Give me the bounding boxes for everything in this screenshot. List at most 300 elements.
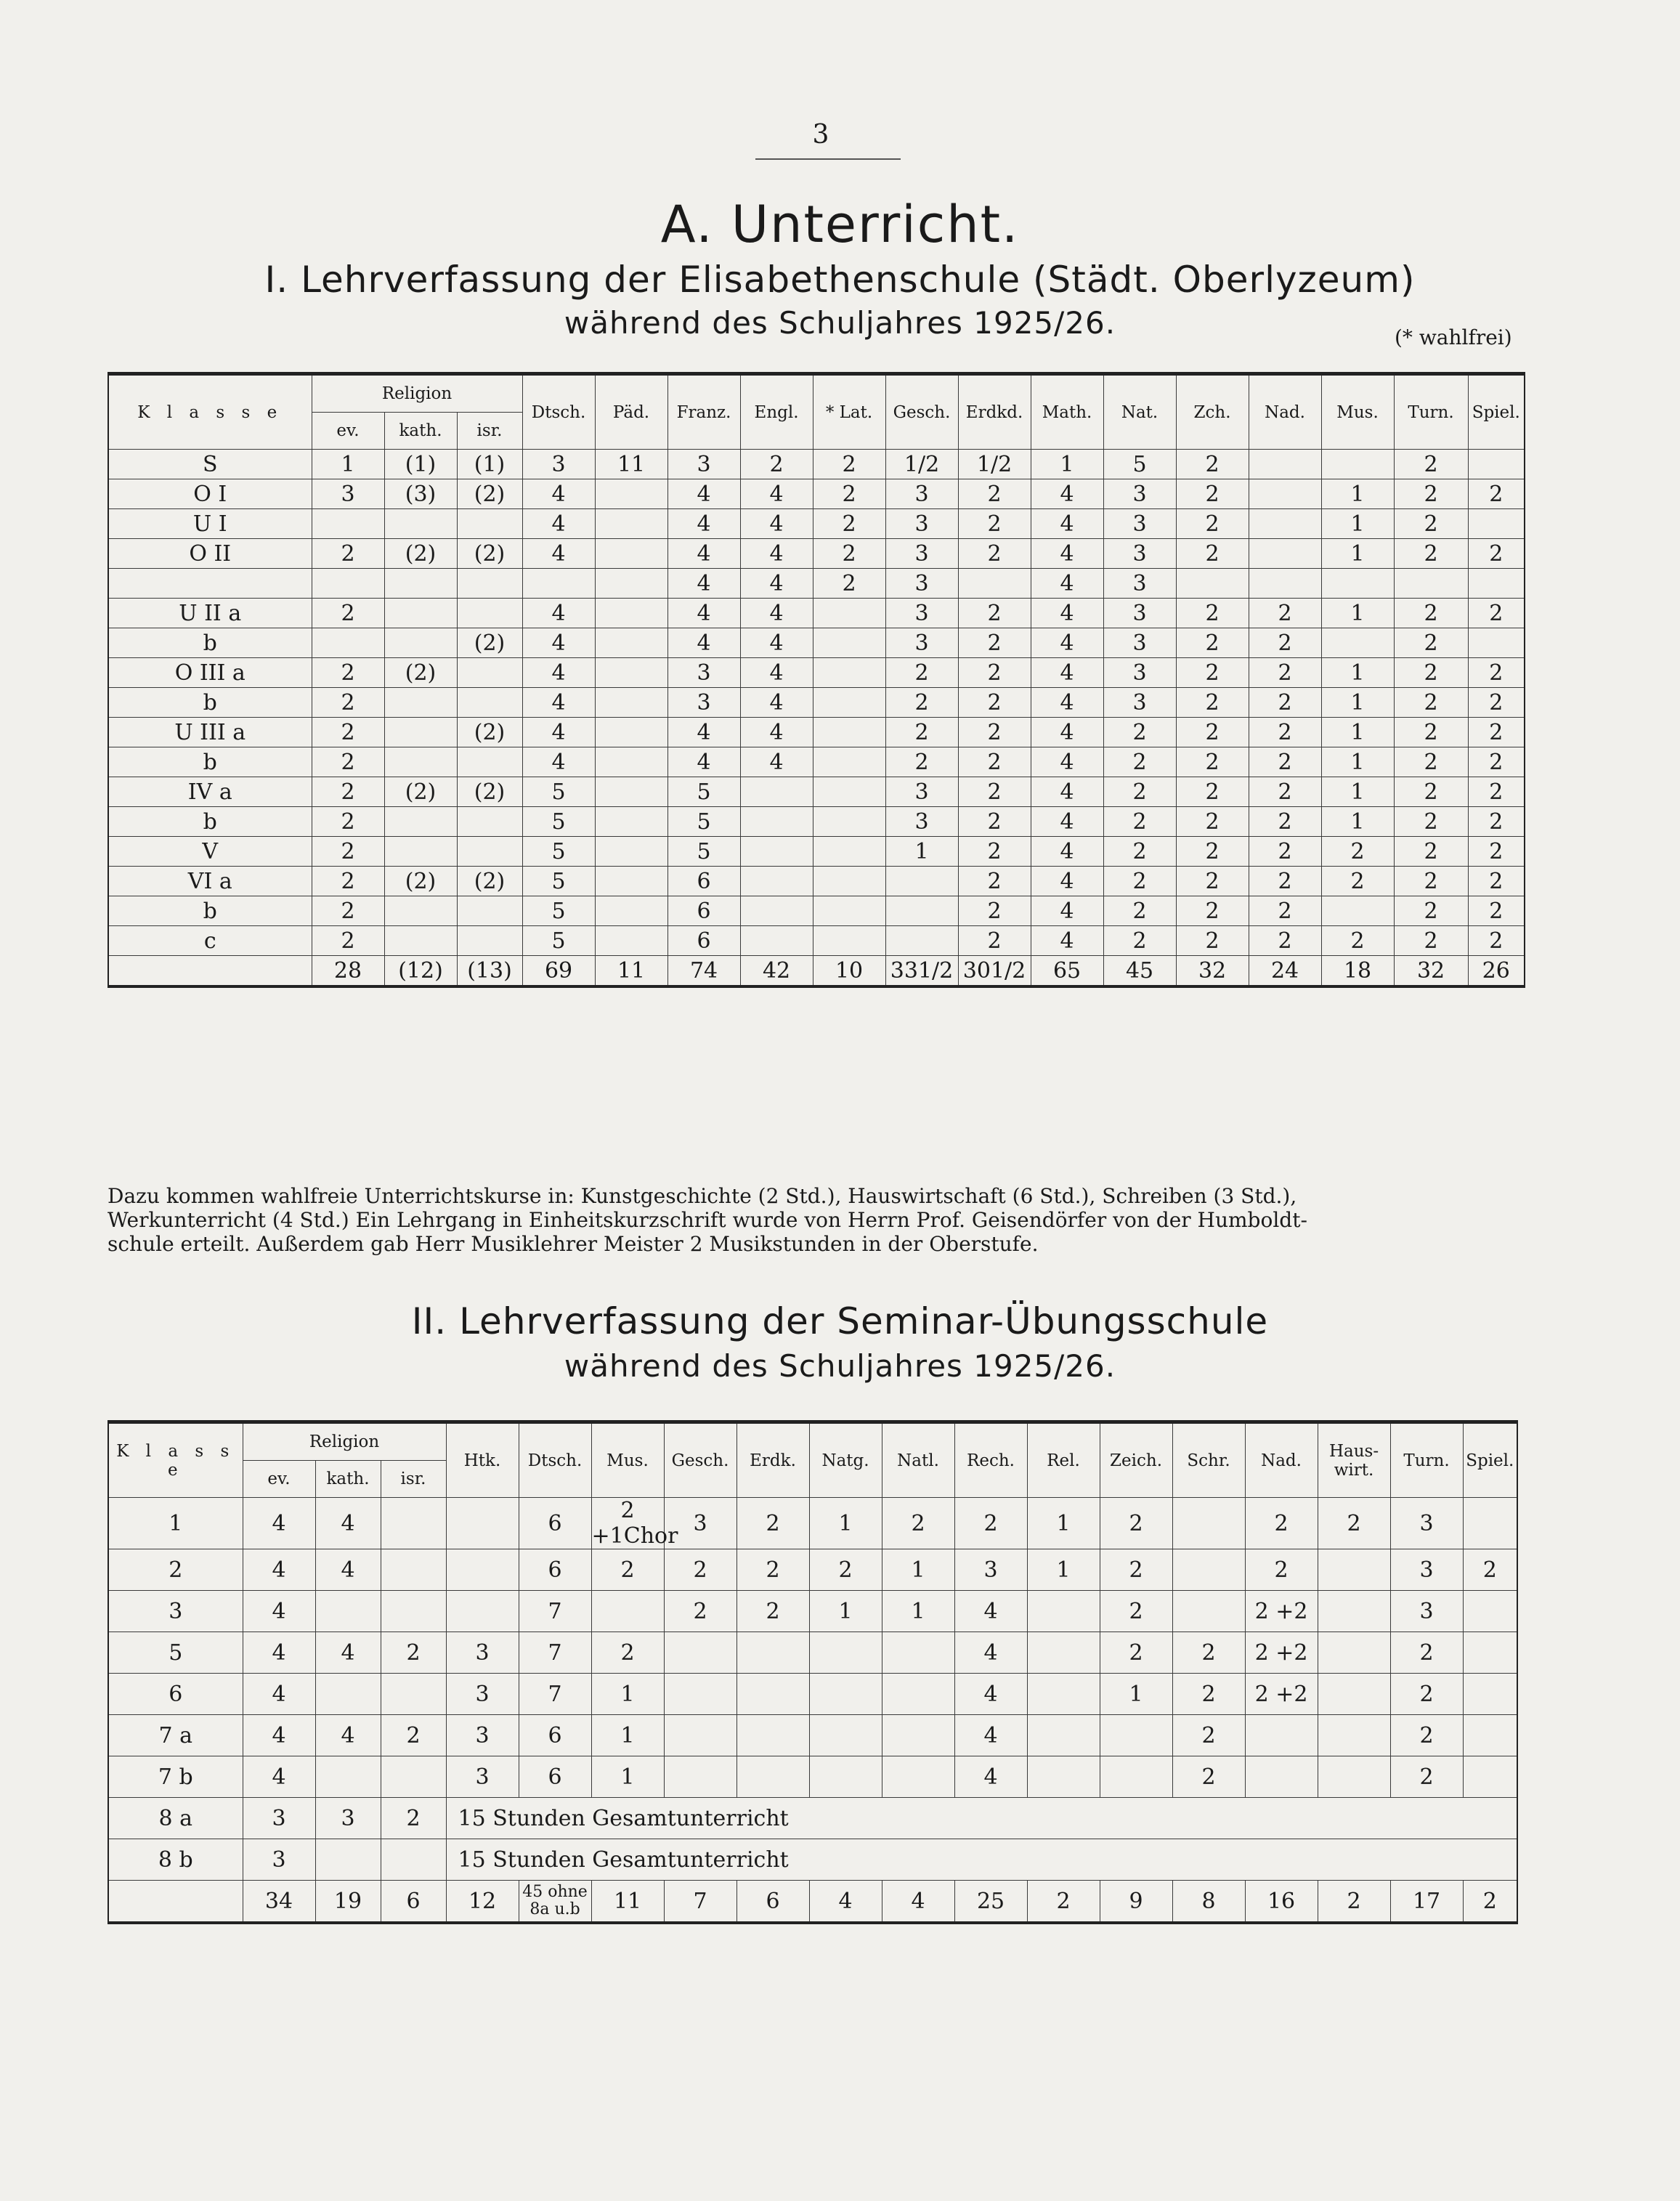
gesamtunterricht-cell: 15 Stunden Gesamtunterricht xyxy=(446,1839,1517,1881)
value-cell xyxy=(1249,509,1321,539)
kath-cell xyxy=(384,837,457,867)
value-cell xyxy=(1318,1632,1390,1674)
value-cell: 3 xyxy=(885,807,958,837)
value-cell xyxy=(595,777,667,807)
value-cell: 4 xyxy=(740,628,813,658)
value-total: 2 xyxy=(1318,1881,1390,1924)
value-cell: 4 xyxy=(954,1715,1027,1756)
value-cell: 4 xyxy=(1031,896,1103,926)
value-cell: 2 xyxy=(1249,688,1321,718)
value-cell: 2 xyxy=(813,479,885,509)
value-cell: 2 xyxy=(958,747,1031,777)
header-col: Nat. xyxy=(1103,374,1176,450)
value-cell xyxy=(813,599,885,628)
ev-cell: 3 xyxy=(243,1839,315,1881)
value-cell: 4 xyxy=(1031,509,1103,539)
value-cell xyxy=(664,1715,736,1756)
header-col: Rech. xyxy=(954,1422,1027,1498)
value-cell: 2 +2 xyxy=(1245,1632,1318,1674)
value-cell: 1 xyxy=(591,1715,664,1756)
value-total: 331/2 xyxy=(885,956,958,987)
value-cell: 2 xyxy=(1468,479,1525,509)
value-cell xyxy=(813,658,885,688)
value-cell: 2 xyxy=(958,896,1031,926)
value-cell: 4 xyxy=(667,509,740,539)
value-cell: 2 xyxy=(1318,1498,1390,1549)
value-cell xyxy=(885,896,958,926)
value-cell: 4 xyxy=(522,509,595,539)
value-cell xyxy=(1463,1674,1517,1715)
value-cell: 4 xyxy=(740,747,813,777)
value-cell xyxy=(1321,628,1394,658)
value-cell: 4 xyxy=(667,539,740,569)
value-cell xyxy=(595,479,667,509)
value-cell: 3 xyxy=(1103,479,1176,509)
value-cell: 4 xyxy=(1031,569,1103,599)
value-cell: 4 xyxy=(522,628,595,658)
value-cell: 2 xyxy=(1249,926,1321,956)
value-total: 32 xyxy=(1394,956,1468,987)
value-cell: 2 xyxy=(1176,628,1249,658)
isr-total: 6 xyxy=(381,1881,446,1924)
klasse-cell: 6 xyxy=(108,1674,243,1715)
value-cell: 2 xyxy=(1176,658,1249,688)
klasse-cell: b xyxy=(108,628,312,658)
value-cell: 4 xyxy=(1031,658,1103,688)
table-row xyxy=(108,1756,1517,1798)
value-cell xyxy=(736,1632,809,1674)
value-cell: 2 xyxy=(958,479,1031,509)
value-total: 45 xyxy=(1103,956,1176,987)
value-cell xyxy=(1249,479,1321,509)
value-cell: 4 xyxy=(1031,688,1103,718)
value-cell: 2 xyxy=(813,569,885,599)
value-cell xyxy=(595,718,667,747)
value-cell: 2 xyxy=(1394,479,1468,509)
value-cell: 3 xyxy=(885,569,958,599)
value-cell: 2 xyxy=(1394,509,1468,539)
value-cell xyxy=(809,1756,882,1798)
value-cell: 2 xyxy=(1176,450,1249,479)
ev-cell: 1 xyxy=(312,450,384,479)
klasse-cell: b xyxy=(108,807,312,837)
gesamtunterricht-cell: 15 Stunden Gesamtunterricht xyxy=(446,1798,1517,1839)
page-number-rule xyxy=(755,158,901,160)
value-cell: 1 xyxy=(1027,1549,1100,1591)
value-cell: 2 xyxy=(1103,747,1176,777)
isr-cell: 2 xyxy=(381,1632,446,1674)
value-cell xyxy=(664,1632,736,1674)
value-cell: 3 xyxy=(1103,688,1176,718)
ev-cell: 2 xyxy=(312,926,384,956)
value-cell: 4 xyxy=(522,658,595,688)
kath-cell xyxy=(384,599,457,628)
value-cell xyxy=(446,1549,519,1591)
isr-cell xyxy=(457,658,522,688)
klasse-cell: U III a xyxy=(108,718,312,747)
value-cell: 2 xyxy=(958,628,1031,658)
value-cell: 2 xyxy=(1468,688,1525,718)
value-cell: 2 xyxy=(1103,807,1176,837)
value-total: 10 xyxy=(813,956,885,987)
value-cell: 7 xyxy=(519,1674,591,1715)
value-cell: 5 xyxy=(667,807,740,837)
value-cell xyxy=(813,777,885,807)
value-cell: 2 xyxy=(958,807,1031,837)
table-row xyxy=(108,926,1525,956)
kath-cell: 3 xyxy=(315,1798,381,1839)
header-ev: ev. xyxy=(312,413,384,450)
value-cell xyxy=(1394,569,1468,599)
value-total: 18 xyxy=(1321,956,1394,987)
value-cell: 2 xyxy=(1176,479,1249,509)
value-cell: 4 xyxy=(522,718,595,747)
value-cell xyxy=(1172,1498,1245,1549)
ev-cell: 2 xyxy=(312,539,384,569)
isr-cell: (1) xyxy=(457,450,522,479)
value-cell xyxy=(740,807,813,837)
value-cell xyxy=(522,569,595,599)
value-cell: 4 xyxy=(667,747,740,777)
kath-cell xyxy=(384,896,457,926)
ev-cell: 2 xyxy=(312,777,384,807)
value-cell: 4 xyxy=(740,539,813,569)
value-cell: 4 xyxy=(1031,599,1103,628)
value-cell: 4 xyxy=(954,1674,1027,1715)
table-row xyxy=(108,450,1525,479)
header-col: Zeich. xyxy=(1100,1422,1172,1498)
value-cell: 1 xyxy=(1321,658,1394,688)
value-total: 8 xyxy=(1172,1881,1245,1924)
value-cell: 1 xyxy=(1321,599,1394,628)
value-cell: 3 xyxy=(1103,569,1176,599)
value-cell xyxy=(1027,1591,1100,1632)
value-cell: 2 xyxy=(1249,867,1321,896)
value-cell xyxy=(595,509,667,539)
value-cell xyxy=(1172,1549,1245,1591)
value-cell: 3 xyxy=(446,1674,519,1715)
value-cell: 2 xyxy=(1321,867,1394,896)
value-cell: 3 xyxy=(522,450,595,479)
value-cell: 2 xyxy=(1249,658,1321,688)
isr-cell: (2) xyxy=(457,539,522,569)
table-row xyxy=(108,479,1525,509)
value-cell: 2 xyxy=(1394,926,1468,956)
value-cell: 4 xyxy=(522,479,595,509)
value-cell xyxy=(595,747,667,777)
klasse-cell: S xyxy=(108,450,312,479)
header-religion: Religion xyxy=(312,374,522,413)
header-col: Rel. xyxy=(1027,1422,1100,1498)
table-row xyxy=(108,747,1525,777)
ev-cell: 4 xyxy=(243,1632,315,1674)
value-cell: 2 xyxy=(1176,599,1249,628)
table-row xyxy=(108,569,1525,599)
ev-cell: 3 xyxy=(243,1798,315,1839)
value-cell xyxy=(1321,450,1394,479)
header-klasse: K l a s s e xyxy=(108,1422,243,1498)
value-cell: 2 xyxy=(958,509,1031,539)
value-cell: 3 xyxy=(664,1498,736,1549)
value-cell: 2 xyxy=(1390,1632,1463,1674)
value-cell xyxy=(1463,1756,1517,1798)
value-cell: 2 xyxy=(664,1549,736,1591)
value-cell: 2 xyxy=(1249,896,1321,926)
klasse-cell: 8 b xyxy=(108,1839,243,1881)
isr-cell: (2) xyxy=(457,479,522,509)
value-cell xyxy=(813,926,885,956)
value-cell: 2 xyxy=(1468,807,1525,837)
value-cell xyxy=(446,1498,519,1549)
value-cell: 2 xyxy=(1468,896,1525,926)
heading-a: A. Unterricht. xyxy=(660,195,1020,254)
value-cell: 3 xyxy=(1103,599,1176,628)
value-cell: 4 xyxy=(522,747,595,777)
value-cell: 2 xyxy=(1394,747,1468,777)
header-col: Gesch. xyxy=(664,1422,736,1498)
value-cell: 1 xyxy=(1100,1674,1172,1715)
isr-cell xyxy=(457,569,522,599)
value-cell: 4 xyxy=(1031,926,1103,956)
header-col: Dtsch. xyxy=(522,374,595,450)
header-ev: ev. xyxy=(243,1461,315,1498)
value-cell: 2 xyxy=(813,450,885,479)
isr-cell xyxy=(457,747,522,777)
value-cell xyxy=(595,628,667,658)
value-cell xyxy=(1249,450,1321,479)
table-row xyxy=(108,777,1525,807)
value-cell: 4 xyxy=(954,1756,1027,1798)
value-cell: 2 xyxy=(882,1498,954,1549)
value-cell: 3 xyxy=(1390,1549,1463,1591)
value-total: 32 xyxy=(1176,956,1249,987)
value-cell: 2 xyxy=(809,1549,882,1591)
value-cell: 4 xyxy=(667,718,740,747)
header-col: Math. xyxy=(1031,374,1103,450)
note-line: schule erteilt. Außerdem gab Herr Musiklehrer Meister 2 Musikstunden in der Oberstufe. xyxy=(107,1232,1039,1256)
value-cell: 3 xyxy=(667,688,740,718)
value-cell xyxy=(595,599,667,628)
value-cell xyxy=(809,1674,882,1715)
value-cell xyxy=(1249,539,1321,569)
value-cell xyxy=(595,926,667,956)
value-cell: 2 xyxy=(1249,599,1321,628)
value-cell xyxy=(1318,1674,1390,1715)
value-cell: 2 xyxy=(1100,1498,1172,1549)
isr-cell xyxy=(457,837,522,867)
value-cell xyxy=(740,777,813,807)
value-cell xyxy=(740,926,813,956)
table2-body xyxy=(108,1498,1517,1924)
value-cell: 1 xyxy=(1321,539,1394,569)
ev-cell xyxy=(312,628,384,658)
klasse-cell: b xyxy=(108,688,312,718)
value-total: 2 xyxy=(1027,1881,1100,1924)
value-cell xyxy=(595,539,667,569)
value-cell: 5 xyxy=(522,837,595,867)
value-cell: 2 xyxy=(885,688,958,718)
value-cell xyxy=(740,896,813,926)
value-cell: 2 xyxy=(1249,777,1321,807)
value-cell xyxy=(1321,896,1394,926)
value-cell: 2 xyxy=(1394,599,1468,628)
header-col: Natl. xyxy=(882,1422,954,1498)
header-col: Engl. xyxy=(740,374,813,450)
klasse-cell: VI a xyxy=(108,867,312,896)
kath-cell: (1) xyxy=(384,450,457,479)
value-cell: 5 xyxy=(522,867,595,896)
value-cell: 2 xyxy=(1321,926,1394,956)
value-cell: 2 xyxy=(1249,747,1321,777)
value-cell: 4 xyxy=(1031,479,1103,509)
value-cell: 2 xyxy=(958,718,1031,747)
value-cell: 4 xyxy=(522,599,595,628)
value-cell: 2 xyxy=(1394,628,1468,658)
value-cell: 4 xyxy=(740,569,813,599)
value-cell: 2 xyxy=(954,1498,1027,1549)
value-cell: 4 xyxy=(1031,807,1103,837)
value-cell: 3 xyxy=(885,539,958,569)
header-col: Haus-wirt. xyxy=(1318,1422,1390,1498)
value-total: 17 xyxy=(1390,1881,1463,1924)
header-col: Dtsch. xyxy=(519,1422,591,1498)
value-cell xyxy=(664,1756,736,1798)
header-col: Erdkd. xyxy=(958,374,1031,450)
value-total: 11 xyxy=(591,1881,664,1924)
value-cell: 2 xyxy=(1176,509,1249,539)
value-cell: 3 xyxy=(1390,1498,1463,1549)
value-cell: 2 xyxy=(813,509,885,539)
value-cell xyxy=(813,896,885,926)
header-col: Spiel. xyxy=(1463,1422,1517,1498)
header-col: Franz. xyxy=(667,374,740,450)
value-cell: 2 xyxy=(1176,867,1249,896)
value-cell xyxy=(591,1591,664,1632)
value-cell: 4 xyxy=(740,509,813,539)
value-cell xyxy=(1100,1715,1172,1756)
value-total: 4 xyxy=(882,1881,954,1924)
value-cell: 3 xyxy=(1103,658,1176,688)
section1-note xyxy=(107,1184,1524,1256)
ev-cell: 2 xyxy=(312,718,384,747)
value-cell: 2 xyxy=(1176,718,1249,747)
value-cell: 4 xyxy=(1031,777,1103,807)
table-row xyxy=(108,599,1525,628)
value-cell xyxy=(882,1756,954,1798)
value-cell: 2 xyxy=(958,867,1031,896)
section1-title: I. Lehrverfassung der Elisabethenschule (Städt. Oberlyzeum) xyxy=(264,259,1416,301)
value-cell: 2 xyxy=(1394,658,1468,688)
value-cell xyxy=(595,807,667,837)
isr-cell: (2) xyxy=(457,718,522,747)
value-cell: 1 xyxy=(885,837,958,867)
value-cell: 3 xyxy=(885,599,958,628)
value-total: 11 xyxy=(595,956,667,987)
note-line: Werkunterricht (4 Std.) Ein Lehrgang in Einheitskurzschrift wurde von Herrn Prof. Geisendörfer von der Humboldt- xyxy=(107,1208,1307,1232)
isr-total: (13) xyxy=(457,956,522,987)
value-cell xyxy=(1245,1756,1318,1798)
header-col: Nad. xyxy=(1245,1422,1318,1498)
header-col: Schr. xyxy=(1172,1422,1245,1498)
header-religion: Religion xyxy=(243,1422,446,1461)
value-cell: 5 xyxy=(1103,450,1176,479)
value-cell: 1 xyxy=(591,1756,664,1798)
section1-subtitle: während des Schuljahres 1925/26. xyxy=(564,305,1116,341)
value-cell: 6 xyxy=(667,867,740,896)
page-number: 3 xyxy=(812,120,829,150)
value-cell: 2 xyxy=(1103,837,1176,867)
isr-cell xyxy=(381,1498,446,1549)
totals-label-cell xyxy=(108,1881,243,1924)
value-cell: 4 xyxy=(522,539,595,569)
klasse-cell: b xyxy=(108,896,312,926)
value-cell: 2 xyxy=(736,1591,809,1632)
value-cell: 2 xyxy=(958,539,1031,569)
klasse-cell: 2 xyxy=(108,1549,243,1591)
ev-cell: 2 xyxy=(312,599,384,628)
ev-cell: 2 xyxy=(312,807,384,837)
value-cell xyxy=(595,837,667,867)
value-cell: 2 xyxy=(885,658,958,688)
value-cell: 5 xyxy=(522,807,595,837)
totals-label-cell xyxy=(108,956,312,987)
table-row xyxy=(108,867,1525,896)
kath-cell: (3) xyxy=(384,479,457,509)
value-cell xyxy=(1463,1591,1517,1632)
value-cell: 1 xyxy=(1321,718,1394,747)
isr-cell xyxy=(457,509,522,539)
value-total: 74 xyxy=(667,956,740,987)
table-row xyxy=(108,509,1525,539)
value-cell: 2 xyxy=(1394,867,1468,896)
value-cell: 1 xyxy=(1321,688,1394,718)
table-row xyxy=(108,718,1525,747)
value-cell: 2 xyxy=(1100,1549,1172,1591)
value-cell xyxy=(595,658,667,688)
header-col: Spiel. xyxy=(1468,374,1525,450)
kath-cell: 4 xyxy=(315,1632,381,1674)
table-row xyxy=(108,1839,1517,1881)
value-cell: 2 xyxy=(1468,867,1525,896)
value-cell xyxy=(1245,1715,1318,1756)
value-cell xyxy=(1172,1591,1245,1632)
value-cell: 1 xyxy=(882,1549,954,1591)
value-cell xyxy=(1463,1715,1517,1756)
ev-cell xyxy=(312,509,384,539)
isr-cell: 2 xyxy=(381,1715,446,1756)
value-cell xyxy=(1463,1632,1517,1674)
kath-cell xyxy=(384,718,457,747)
value-cell: 2 xyxy=(591,1549,664,1591)
value-cell xyxy=(1468,509,1525,539)
isr-cell xyxy=(381,1839,446,1881)
header-col: Gesch. xyxy=(885,374,958,450)
value-cell: 2 xyxy=(1249,837,1321,867)
header-isr: isr. xyxy=(457,413,522,450)
value-cell: 1 xyxy=(1031,450,1103,479)
table1-body xyxy=(108,450,1525,987)
value-total: 16 xyxy=(1245,1881,1318,1924)
value-cell: 2 xyxy=(1468,777,1525,807)
isr-cell xyxy=(457,896,522,926)
isr-cell xyxy=(457,807,522,837)
value-cell: 2 xyxy=(1390,1756,1463,1798)
table-elisabethenschule xyxy=(107,372,1525,988)
value-cell: 6 xyxy=(519,1498,591,1549)
value-cell: 2 xyxy=(1394,718,1468,747)
value-cell: 2 xyxy=(1103,718,1176,747)
value-cell: 5 xyxy=(522,896,595,926)
